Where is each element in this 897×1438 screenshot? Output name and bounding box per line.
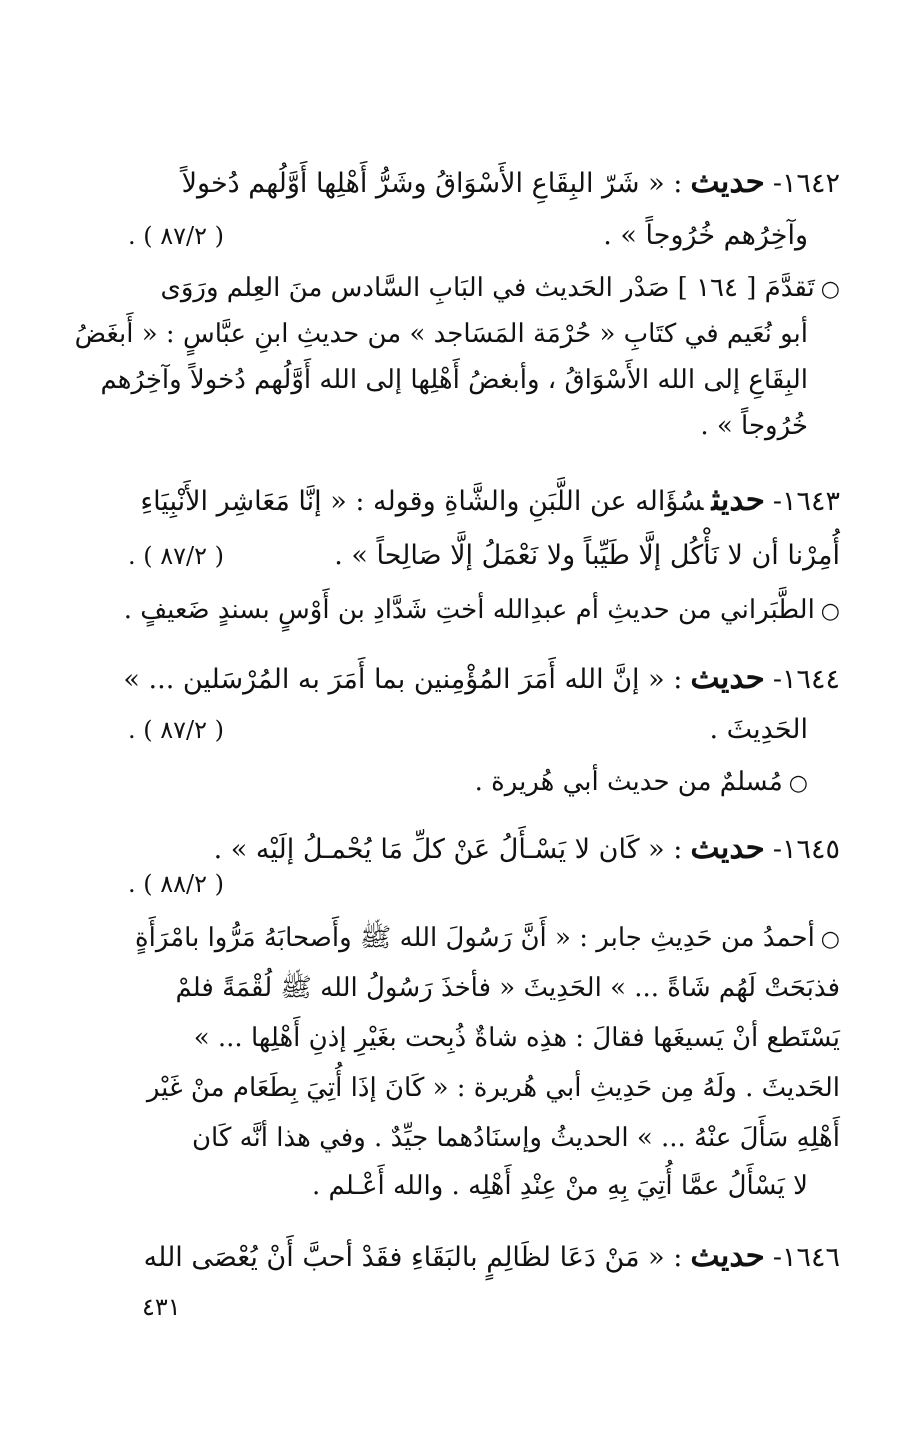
note-line (128, 1066, 840, 1110)
note-line (128, 1164, 840, 1208)
entry-line-2 (128, 534, 840, 578)
note-line (128, 1016, 840, 1060)
note-line (128, 916, 840, 960)
volume-reference: ( ٨٧/٢ ) . (128, 222, 225, 250)
entry-line-2 (128, 214, 840, 258)
entry-line-1 (123, 656, 840, 700)
note-text: أبو نُعَيم في كتَابِ « حُرْمَة المَسَاجد » من حديثِ ابنِ عبَّاسٍ : « أَبغَضُ (74, 319, 808, 349)
hadith-text: : « إنَّ الله أَمَرَ المُؤْمِنين بما أَمَرَ به المُرْسَلين ... » (123, 664, 683, 695)
volume-reference: ( ٨٧/٢ ) . (128, 716, 225, 744)
circle-bullet-icon: ○ (788, 771, 808, 796)
entry-number: ١٦٤٢- (772, 168, 840, 199)
note-line (128, 1116, 840, 1160)
hadith-entry-1645 (128, 826, 840, 1216)
entry-line-1 (128, 160, 840, 204)
entry-number: ١٦٤٥- (772, 834, 840, 865)
note-text: تَقدَّمَ [ ١٦٤ ] صَدْر الحَديث في البَابِ السَّادس منَ العِلم ورَوَى (160, 273, 815, 303)
hadith-text: : « كَان لا يَسْـأَلُ عَنْ كلِّ مَا يُحْمـلُ إلَيْه » . (213, 834, 683, 865)
note-text: البِقَاعِ إلى الله الأَسْوَاقُ ، وأبغضُ أَهْلِها إلى الله أَوَّلُهم دُخولاً وآخِرُهم (100, 365, 808, 395)
circle-bullet-icon: ○ (820, 277, 840, 302)
hadith-keyword: حديث (711, 482, 765, 518)
note-text: أحمدُ من حَدِيثِ جابر : « أَنَّ رَسُولَ الله ﷺ وأَصحابَهُ مَرُّوا بامْرَأَةٍ (135, 923, 815, 953)
entry-number: ١٦٤٣- (772, 486, 840, 517)
note-text: مُسلمٌ من حديث أبي هُريرة . (474, 767, 783, 797)
note-line (128, 404, 840, 448)
circle-bullet-icon: ○ (820, 927, 840, 952)
note-text: خُرُوجاً » . (700, 411, 808, 441)
hadith-entry-1646 (128, 1234, 840, 1284)
hadith-keyword: حديث (690, 164, 765, 200)
note-line (128, 760, 840, 804)
hadith-keyword: حديث (690, 1238, 765, 1274)
hadith-text-cont: أُمِرْنا أن لا نَأْكُل إلَّا طَيِّباً ولا نَعْمَلُ إلَّا صَالِحاً » . (334, 540, 840, 571)
note-line (128, 966, 840, 1010)
entry-line-1 (128, 478, 840, 522)
note-text: الطَّبَراني من حديثِ أم عبدِالله أختِ شَدَّادِ بن أَوْسٍ بسندٍ ضَعيفٍ . (123, 595, 815, 625)
note-line (100, 358, 840, 402)
note-text: أَهْلِهِ سَأَلَ عنْهُ ... » الحديثُ وإسنَادُهما جيِّدٌ . وفي هذا أنَّه كَان (191, 1123, 840, 1153)
note-line (123, 588, 840, 632)
note-line (128, 266, 840, 310)
volume-reference: ( ٨٨/٢ ) . (128, 870, 225, 898)
hadith-text: : « شَرّ البِقَاعِ الأَسْوَاقُ وشَرُّ أَهْلِها أَوَّلُهم دُخولاً (181, 168, 683, 199)
hadith-text: : « مَنْ دَعَا لظَالِمٍ بالبَقَاءِ فقَدْ أحبَّ أَنْ يُعْصَى الله (143, 1242, 683, 1273)
hadith-entry-1642 (74, 160, 840, 460)
entry-number: ١٦٤٤- (772, 664, 840, 695)
note-text: فذبَحَتْ لَهُم شَاةً ... » الحَدِيثَ « فأخذَ رَسُولُ الله ﷺ لُقْمَةً فلمْ (175, 973, 840, 1003)
hadith-keyword: حديث (690, 830, 765, 866)
hadith-text-cont: الحَدِيثَ . (709, 714, 808, 745)
note-text: الحَديثَ . ولَهُ مِن حَدِيثِ أبي هُريرة : « كَانَ إذَا أُتِيَ بِطَعَام منْ غَيْر (146, 1073, 840, 1103)
page-number: ٤٣١ (142, 1293, 181, 1321)
hadith-keyword: حديث (690, 660, 765, 696)
entry-line-1 (128, 1234, 840, 1278)
hadith-entry-1644 (123, 656, 840, 806)
note-text: لا يَسْأَلُ عمَّا أُتِيَ بِهِ منْ عِنْدِ أَهْلِه . والله أَعْـلم . (311, 1171, 808, 1201)
hadith-text: سُؤَاله عن اللَّبَنِ والشَّاةِ وقوله : « إنَّا مَعَاشِر الأَنْبِيَاءِ (140, 486, 704, 517)
entry-line-2 (128, 708, 840, 752)
circle-bullet-icon: ○ (820, 599, 840, 624)
entry-number: ١٦٤٦- (772, 1242, 840, 1273)
entry-line-1 (128, 826, 840, 870)
hadith-entry-1643 (123, 478, 840, 638)
note-line (74, 312, 840, 356)
volume-reference: ( ٨٧/٢ ) . (128, 542, 225, 570)
note-text: يَسْتَطع أنْ يَسيغَها فقالَ : هذِه شاةٌ ذُبِحت بغَيْرِ إذنِ أَهْلِها ... » (193, 1023, 840, 1053)
hadith-text-cont: وآخِرُهم خُرُوجاً » . (603, 220, 808, 251)
